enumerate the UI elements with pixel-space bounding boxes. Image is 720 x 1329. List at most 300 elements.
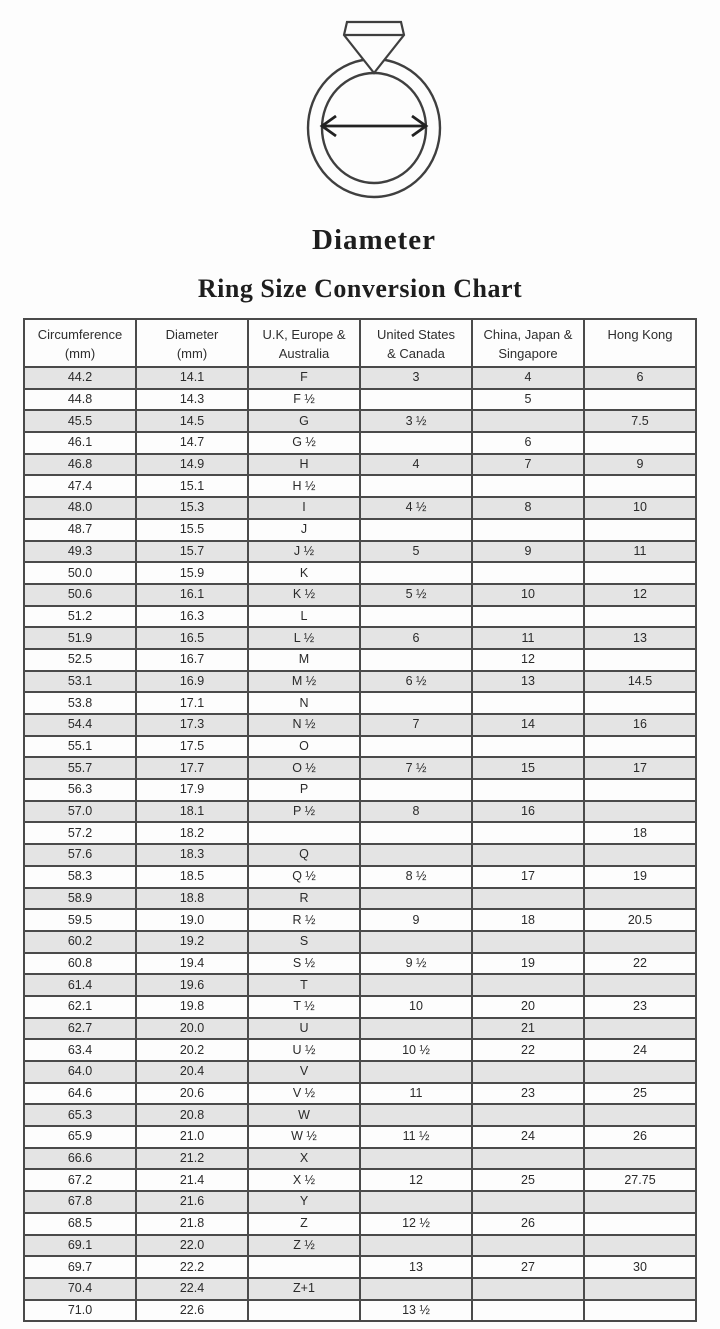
column-header-hong-kong: Hong Kong: [584, 319, 696, 367]
table-cell: 24: [584, 1039, 696, 1061]
table-body: [24, 367, 696, 1321]
table-cell: 64.0: [24, 1061, 136, 1083]
table-cell: [360, 736, 472, 758]
table-cell: M ½: [248, 671, 360, 693]
table-row: [24, 736, 696, 758]
table-cell: 26: [584, 1126, 696, 1148]
header-row: [24, 319, 696, 367]
table-cell: [472, 1061, 584, 1083]
table-cell: 13: [472, 671, 584, 693]
table-cell: 15.7: [136, 541, 248, 563]
table-cell: [584, 974, 696, 996]
table-cell: 19.4: [136, 953, 248, 975]
table-cell: 8 ½: [360, 866, 472, 888]
table-cell: [472, 1148, 584, 1170]
table-cell: 6 ½: [360, 671, 472, 693]
table-cell: 27.75: [584, 1169, 696, 1191]
table-cell: 16: [472, 801, 584, 823]
table-cell: 9: [584, 454, 696, 476]
table-row: [24, 606, 696, 628]
table-cell: F ½: [248, 389, 360, 411]
table-cell: 19.8: [136, 996, 248, 1018]
table-cell: 19.6: [136, 974, 248, 996]
table-row: [24, 714, 696, 736]
table-cell: 11: [584, 541, 696, 563]
table-cell: 10: [472, 584, 584, 606]
table-row: [24, 497, 696, 519]
table-cell: 20.8: [136, 1104, 248, 1126]
table-cell: [360, 779, 472, 801]
table-cell: Q ½: [248, 866, 360, 888]
table-cell: [472, 519, 584, 541]
table-cell: [472, 1104, 584, 1126]
table-cell: 22.6: [136, 1300, 248, 1322]
table-cell: 11: [472, 627, 584, 649]
table-cell: K ½: [248, 584, 360, 606]
table-cell: 65.9: [24, 1126, 136, 1148]
table-cell: 65.3: [24, 1104, 136, 1126]
table-cell: [472, 844, 584, 866]
table-cell: [584, 779, 696, 801]
table-cell: 3: [360, 367, 472, 389]
table-cell: 16.1: [136, 584, 248, 606]
table-cell: 70.4: [24, 1278, 136, 1300]
table-cell: 16: [584, 714, 696, 736]
table-cell: 18.5: [136, 866, 248, 888]
table-cell: [584, 1061, 696, 1083]
table-cell: 48.0: [24, 497, 136, 519]
table-cell: [360, 822, 472, 844]
table-cell: 27: [472, 1256, 584, 1278]
table-cell: 21.2: [136, 1148, 248, 1170]
table-cell: 15.9: [136, 562, 248, 584]
ring-illustration-section: [0, 0, 720, 257]
table-cell: 17: [584, 757, 696, 779]
table-cell: 23: [472, 1083, 584, 1105]
table-cell: 26: [472, 1213, 584, 1235]
table-cell: [472, 1191, 584, 1213]
table-cell: [360, 888, 472, 910]
table-cell: 3 ½: [360, 410, 472, 432]
table-cell: [472, 1235, 584, 1257]
table-row: [24, 389, 696, 411]
diameter-arrow: [322, 116, 426, 136]
table-cell: 51.2: [24, 606, 136, 628]
table-cell: V: [248, 1061, 360, 1083]
table-cell: [360, 606, 472, 628]
table-cell: 16.5: [136, 627, 248, 649]
table-row: [24, 844, 696, 866]
table-cell: [584, 692, 696, 714]
table-cell: 60.8: [24, 953, 136, 975]
table-cell: 55.7: [24, 757, 136, 779]
table-cell: H ½: [248, 475, 360, 497]
table-cell: [248, 1256, 360, 1278]
table-cell: 58.9: [24, 888, 136, 910]
table-cell: 69.1: [24, 1235, 136, 1257]
table-cell: 9: [360, 909, 472, 931]
table-row: [24, 953, 696, 975]
table-cell: 19: [472, 953, 584, 975]
table-cell: [472, 692, 584, 714]
table-row: [24, 888, 696, 910]
table-cell: 46.1: [24, 432, 136, 454]
table-row: [24, 562, 696, 584]
table-cell: N: [248, 692, 360, 714]
table-cell: 12: [584, 584, 696, 606]
table-cell: 67.2: [24, 1169, 136, 1191]
table-cell: [472, 888, 584, 910]
table-cell: 18.2: [136, 822, 248, 844]
table-cell: 9 ½: [360, 953, 472, 975]
table-cell: [360, 519, 472, 541]
table-cell: 5: [360, 541, 472, 563]
page-title: Ring Size Conversion Chart: [197, 274, 523, 303]
table-row: [24, 757, 696, 779]
table-cell: 24: [472, 1126, 584, 1148]
table-cell: 10 ½: [360, 1039, 472, 1061]
table-cell: 44.2: [24, 367, 136, 389]
table-cell: [248, 822, 360, 844]
table-cell: 11: [360, 1083, 472, 1105]
table-row: [24, 432, 696, 454]
table-row: [24, 822, 696, 844]
ring-diameter-icon: [294, 8, 454, 200]
table-cell: 6: [360, 627, 472, 649]
table-cell: [472, 822, 584, 844]
table-cell: [584, 606, 696, 628]
table-cell: [584, 888, 696, 910]
table-cell: [584, 432, 696, 454]
table-cell: 13 ½: [360, 1300, 472, 1322]
table-cell: [360, 475, 472, 497]
table-cell: 14.7: [136, 432, 248, 454]
table-cell: 17: [472, 866, 584, 888]
table-cell: 63.4: [24, 1039, 136, 1061]
table-cell: F: [248, 367, 360, 389]
column-header-us-canada: United States & Canada: [360, 319, 472, 367]
table-cell: 44.8: [24, 389, 136, 411]
table-cell: 20.4: [136, 1061, 248, 1083]
table-cell: 7: [360, 714, 472, 736]
table-cell: 14.9: [136, 454, 248, 476]
table-cell: [584, 1213, 696, 1235]
table-cell: 20.0: [136, 1018, 248, 1040]
table-cell: 12 ½: [360, 1213, 472, 1235]
table-cell: U: [248, 1018, 360, 1040]
table-row: [24, 1213, 696, 1235]
table-cell: [584, 649, 696, 671]
table-row: [24, 671, 696, 693]
table-cell: J ½: [248, 541, 360, 563]
table-cell: 50.0: [24, 562, 136, 584]
table-cell: 22.2: [136, 1256, 248, 1278]
table-cell: 9: [472, 541, 584, 563]
table-cell: 48.7: [24, 519, 136, 541]
table-cell: L: [248, 606, 360, 628]
table-cell: 62.1: [24, 996, 136, 1018]
table-cell: 14.5: [136, 410, 248, 432]
table-cell: [360, 1191, 472, 1213]
table-cell: [472, 736, 584, 758]
table-cell: 18: [584, 822, 696, 844]
table-row: [24, 1083, 696, 1105]
table-cell: 22.0: [136, 1235, 248, 1257]
table-cell: [472, 562, 584, 584]
table-cell: X: [248, 1148, 360, 1170]
table-cell: [472, 410, 584, 432]
table-cell: 59.5: [24, 909, 136, 931]
table-cell: [584, 1104, 696, 1126]
table-cell: 16.7: [136, 649, 248, 671]
table-row: [24, 1061, 696, 1083]
table-cell: [584, 389, 696, 411]
table-cell: [584, 1278, 696, 1300]
table-cell: P: [248, 779, 360, 801]
table-row: [24, 454, 696, 476]
table-cell: [360, 931, 472, 953]
diamond-icon: [344, 22, 404, 73]
table-cell: Z+1: [248, 1278, 360, 1300]
table-cell: [360, 1235, 472, 1257]
table-cell: [584, 1018, 696, 1040]
table-cell: 6: [472, 432, 584, 454]
table-cell: 14.5: [584, 671, 696, 693]
table-cell: 14.1: [136, 367, 248, 389]
table-cell: 15: [472, 757, 584, 779]
table-cell: R: [248, 888, 360, 910]
table-cell: 19.2: [136, 931, 248, 953]
table-cell: [584, 519, 696, 541]
table-cell: [584, 1300, 696, 1322]
table-cell: 14.3: [136, 389, 248, 411]
table-row: [24, 801, 696, 823]
table-row: [24, 692, 696, 714]
table-cell: 57.0: [24, 801, 136, 823]
table-cell: [248, 1300, 360, 1322]
table-cell: [472, 779, 584, 801]
table-cell: 67.8: [24, 1191, 136, 1213]
table-cell: 4 ½: [360, 497, 472, 519]
table-cell: 54.4: [24, 714, 136, 736]
table-cell: 21.4: [136, 1169, 248, 1191]
table-cell: [584, 1191, 696, 1213]
table-row: [24, 931, 696, 953]
table-cell: 4: [360, 454, 472, 476]
table-row: [24, 584, 696, 606]
table-cell: 47.4: [24, 475, 136, 497]
table-cell: W ½: [248, 1126, 360, 1148]
table-cell: 46.8: [24, 454, 136, 476]
table-cell: [472, 974, 584, 996]
table-row: [24, 519, 696, 541]
table-cell: [360, 562, 472, 584]
table-cell: [472, 475, 584, 497]
table-cell: Q: [248, 844, 360, 866]
table-cell: Y: [248, 1191, 360, 1213]
table-cell: 64.6: [24, 1083, 136, 1105]
column-header-uk-europe-australia: U.K, Europe & Australia: [248, 319, 360, 367]
table-row: [24, 1148, 696, 1170]
table-cell: 13: [360, 1256, 472, 1278]
table-cell: 22.4: [136, 1278, 248, 1300]
table-row: [24, 649, 696, 671]
table-row: [24, 1191, 696, 1213]
table-cell: 66.6: [24, 1148, 136, 1170]
table-cell: 15.1: [136, 475, 248, 497]
table-cell: [360, 649, 472, 671]
table-cell: W: [248, 1104, 360, 1126]
table-cell: 6: [584, 367, 696, 389]
table-cell: [360, 1018, 472, 1040]
table-cell: [584, 931, 696, 953]
table-cell: K: [248, 562, 360, 584]
table-row: [24, 996, 696, 1018]
table-cell: [584, 1235, 696, 1257]
table-cell: G ½: [248, 432, 360, 454]
table-cell: [360, 844, 472, 866]
table-cell: 61.4: [24, 974, 136, 996]
table-cell: [584, 801, 696, 823]
table-cell: 10: [584, 497, 696, 519]
table-cell: T: [248, 974, 360, 996]
table-cell: G: [248, 410, 360, 432]
table-row: [24, 909, 696, 931]
table-cell: V ½: [248, 1083, 360, 1105]
table-cell: 4: [472, 367, 584, 389]
table-row: [24, 1300, 696, 1322]
table-cell: 55.1: [24, 736, 136, 758]
table-cell: Z: [248, 1213, 360, 1235]
table-cell: 18.3: [136, 844, 248, 866]
table-cell: 17.5: [136, 736, 248, 758]
table-cell: X ½: [248, 1169, 360, 1191]
table-cell: [360, 389, 472, 411]
table-cell: 17.9: [136, 779, 248, 801]
table-cell: 7.5: [584, 410, 696, 432]
table-row: [24, 1256, 696, 1278]
table-cell: 10: [360, 996, 472, 1018]
table-cell: 12: [360, 1169, 472, 1191]
table-cell: 58.3: [24, 866, 136, 888]
table-cell: 25: [584, 1083, 696, 1105]
table-cell: M: [248, 649, 360, 671]
table-cell: I: [248, 497, 360, 519]
table-cell: 17.1: [136, 692, 248, 714]
table-cell: 68.5: [24, 1213, 136, 1235]
diameter-caption: Diameter: [312, 224, 436, 256]
table-cell: 8: [472, 497, 584, 519]
table-cell: 19: [584, 866, 696, 888]
table-cell: 30: [584, 1256, 696, 1278]
table-cell: [584, 844, 696, 866]
ring-size-conversion-table: [23, 318, 697, 1322]
table-row: [24, 866, 696, 888]
table-cell: 20.2: [136, 1039, 248, 1061]
column-header-diameter: Diameter (mm): [136, 319, 248, 367]
table-cell: 21.6: [136, 1191, 248, 1213]
table-cell: 21: [472, 1018, 584, 1040]
table-row: [24, 1039, 696, 1061]
table-cell: Z ½: [248, 1235, 360, 1257]
table-cell: 7 ½: [360, 757, 472, 779]
table-cell: 21.8: [136, 1213, 248, 1235]
table-cell: 5: [472, 389, 584, 411]
table-cell: N ½: [248, 714, 360, 736]
table-cell: 45.5: [24, 410, 136, 432]
table-cell: [584, 562, 696, 584]
table-cell: [472, 931, 584, 953]
table-cell: [584, 1148, 696, 1170]
table-row: [24, 475, 696, 497]
table-cell: [360, 974, 472, 996]
table-row: [24, 1278, 696, 1300]
table-cell: 18: [472, 909, 584, 931]
table-cell: 16.9: [136, 671, 248, 693]
table-cell: [584, 475, 696, 497]
table-cell: 18.1: [136, 801, 248, 823]
table-cell: 62.7: [24, 1018, 136, 1040]
table-cell: 69.7: [24, 1256, 136, 1278]
table-cell: O ½: [248, 757, 360, 779]
table-cell: H: [248, 454, 360, 476]
table-cell: 25: [472, 1169, 584, 1191]
table-cell: 18.8: [136, 888, 248, 910]
table-cell: L ½: [248, 627, 360, 649]
table-cell: S: [248, 931, 360, 953]
table-cell: [472, 606, 584, 628]
table-cell: 17.7: [136, 757, 248, 779]
table-cell: 60.2: [24, 931, 136, 953]
table-cell: 17.3: [136, 714, 248, 736]
table-cell: 50.6: [24, 584, 136, 606]
table-cell: 5 ½: [360, 584, 472, 606]
table-cell: 52.5: [24, 649, 136, 671]
table-cell: 56.3: [24, 779, 136, 801]
table-cell: U ½: [248, 1039, 360, 1061]
table-cell: 15.3: [136, 497, 248, 519]
table-row: [24, 1104, 696, 1126]
table-cell: 22: [584, 953, 696, 975]
table-cell: J: [248, 519, 360, 541]
table-cell: [360, 1148, 472, 1170]
table-cell: 7: [472, 454, 584, 476]
table-cell: T ½: [248, 996, 360, 1018]
table-cell: P ½: [248, 801, 360, 823]
table-cell: 71.0: [24, 1300, 136, 1322]
column-header-circumference: Circumference (mm): [24, 319, 136, 367]
table-cell: 12: [472, 649, 584, 671]
table-row: [24, 1235, 696, 1257]
table-row: [24, 779, 696, 801]
table-cell: 57.6: [24, 844, 136, 866]
table-cell: [360, 1278, 472, 1300]
table-cell: [584, 736, 696, 758]
table-cell: 20.5: [584, 909, 696, 931]
table-cell: 16.3: [136, 606, 248, 628]
table-cell: 21.0: [136, 1126, 248, 1148]
table-cell: R ½: [248, 909, 360, 931]
table-cell: 20.6: [136, 1083, 248, 1105]
table-cell: 23: [584, 996, 696, 1018]
table-cell: 15.5: [136, 519, 248, 541]
table-row: [24, 974, 696, 996]
column-header-china-japan-singapore: China, Japan & Singapore: [472, 319, 584, 367]
table-cell: O: [248, 736, 360, 758]
table-cell: 11 ½: [360, 1126, 472, 1148]
table-cell: [360, 1061, 472, 1083]
table-row: [24, 627, 696, 649]
